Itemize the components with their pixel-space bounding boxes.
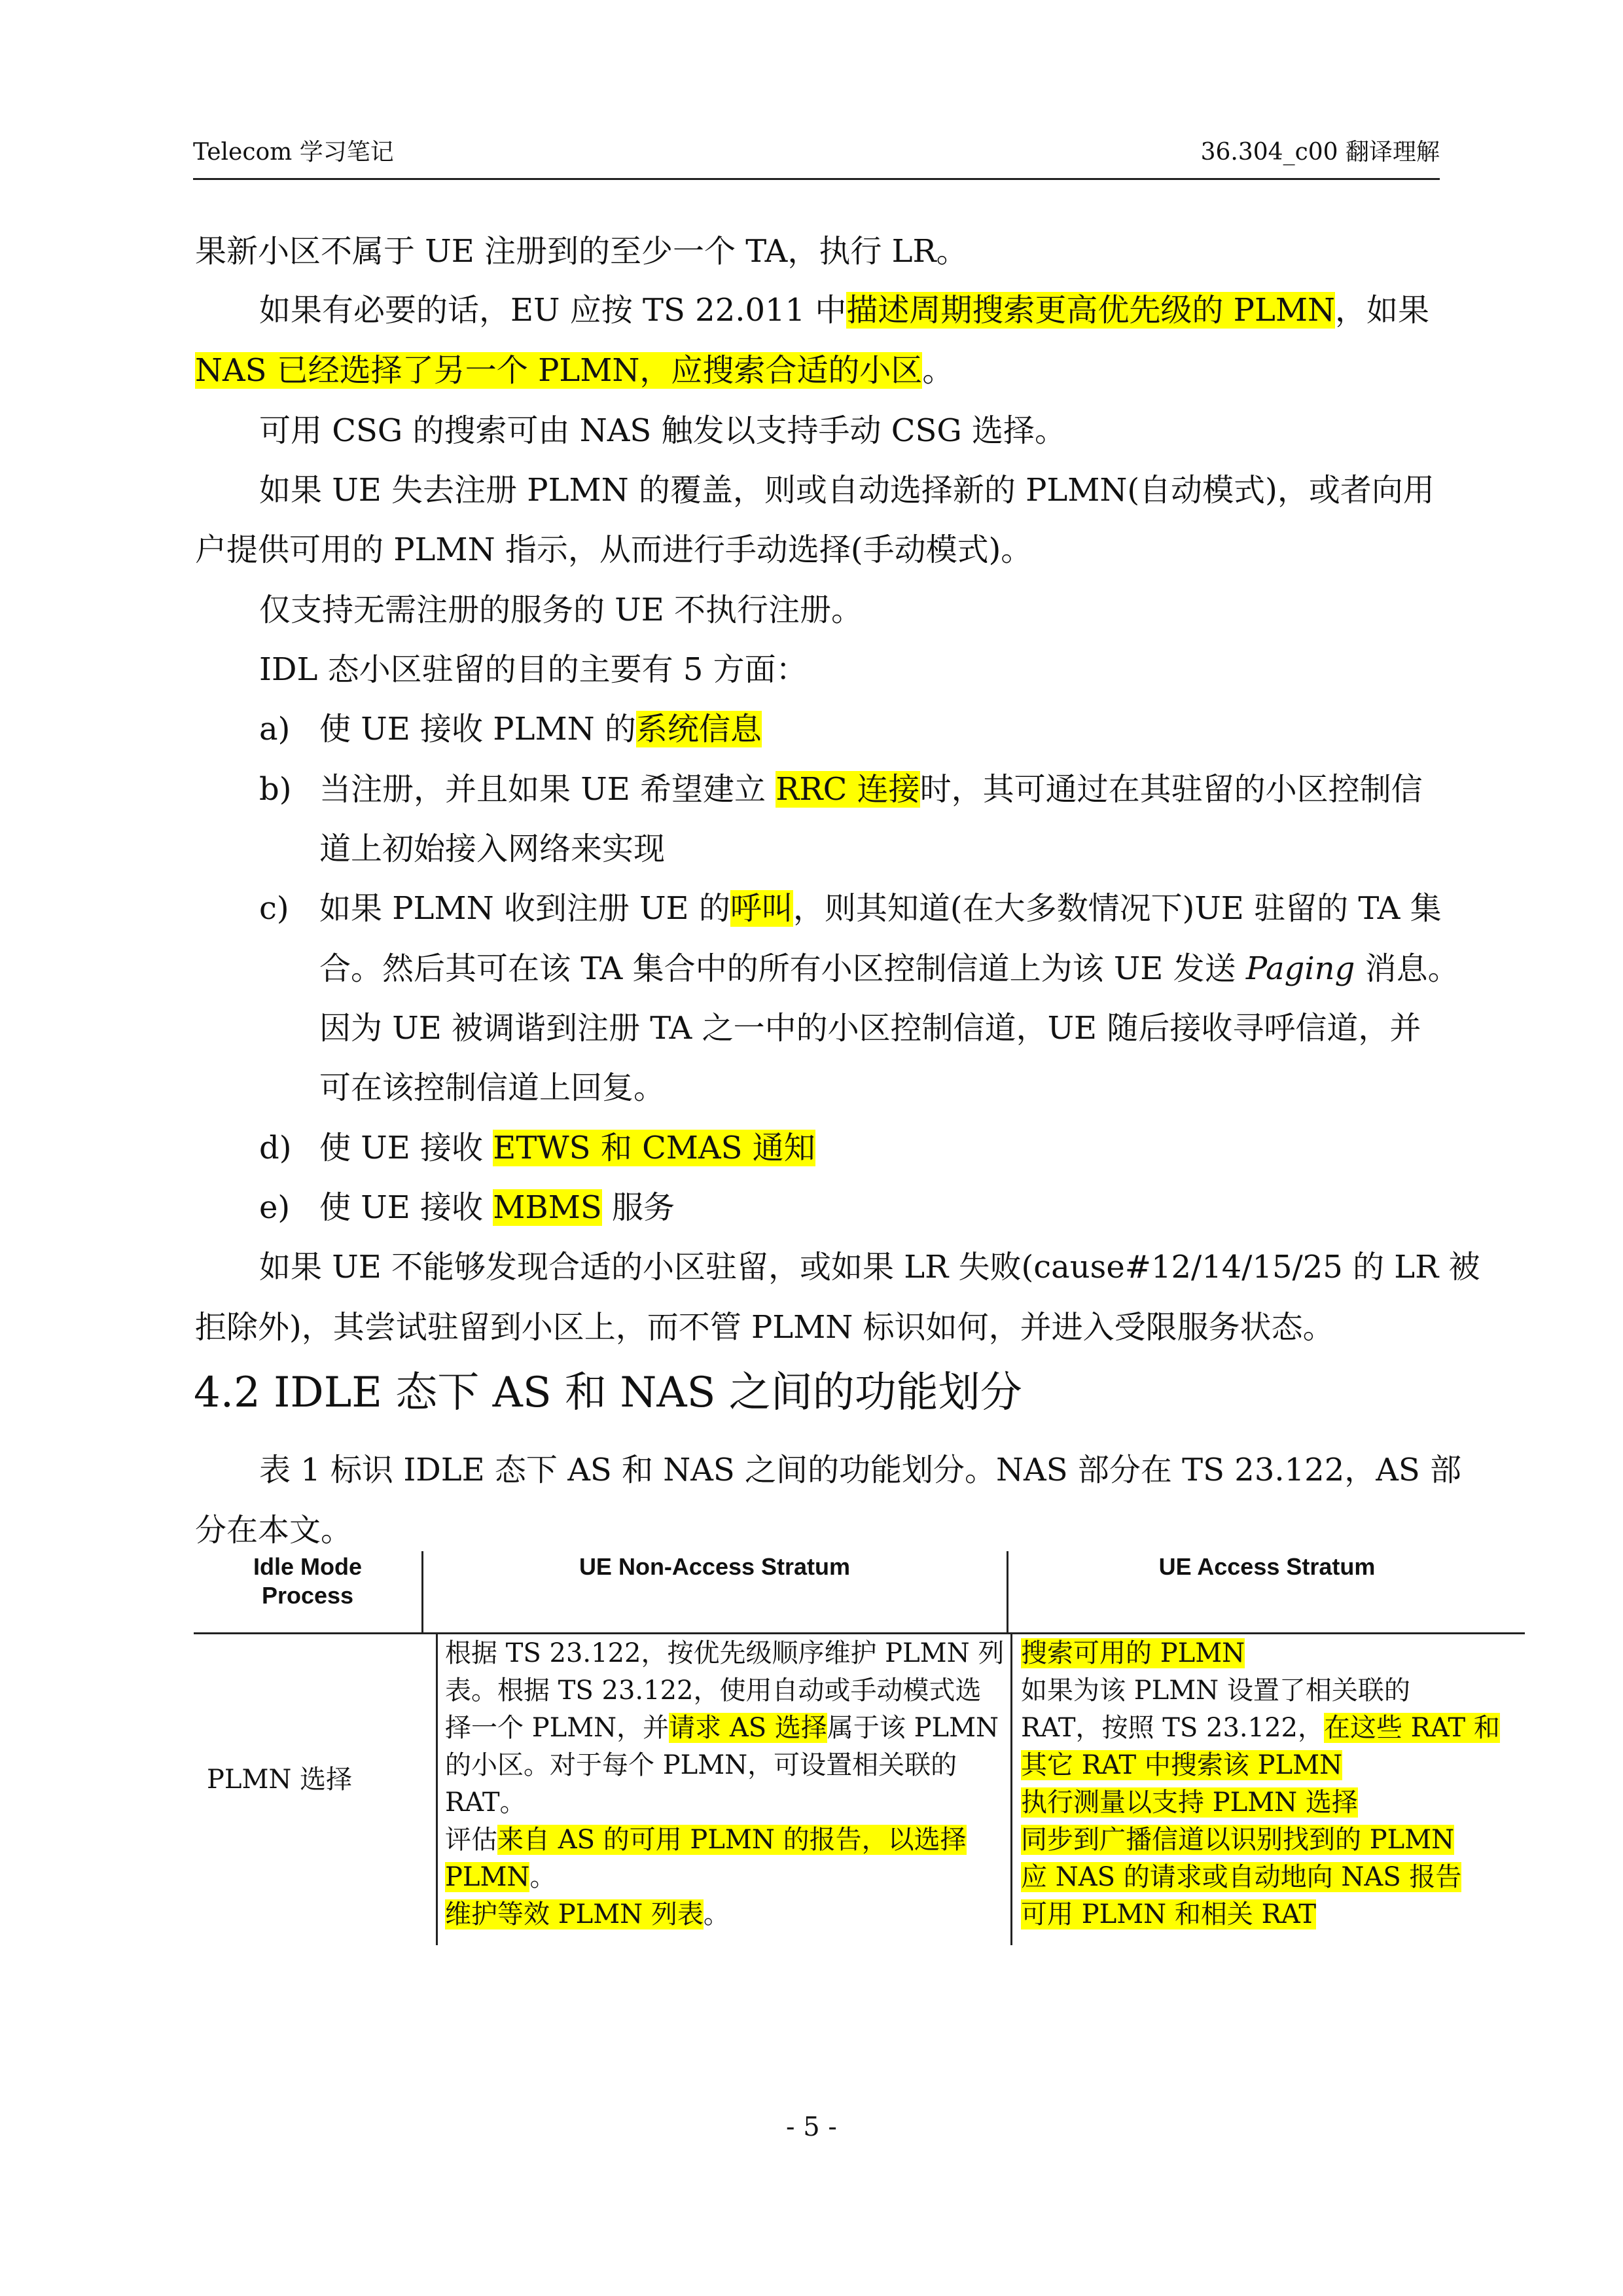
- table-cell-nas-line: PLMN。: [445, 1862, 556, 1892]
- list-label-c: c): [259, 890, 289, 927]
- paragraph-3: 可用 CSG 的搜索可由 NAS 触发以支持手动 CSG 选择。: [259, 412, 1067, 449]
- highlight: 来自 AS 的可用 PLMN 的报告，以选择: [497, 1825, 967, 1855]
- table-cell-as-line: [1021, 1635, 1245, 1672]
- highlight: 可用 PLMN 和相关 RAT: [1021, 1899, 1317, 1929]
- table-cell-as-line: 如果为该 PLMN 设置了相关联的: [1021, 1676, 1410, 1706]
- table-cell-nas-line: 的小区。对于每个 PLMN，可设置相关联的: [445, 1750, 957, 1780]
- list-item-c-line-1: 如果 PLMN 收到注册 UE 的呼叫，则其知道(在大多数情况下)UE 驻留的 TA 集: [319, 890, 1442, 927]
- table-cell-nas-line: 维护等效 PLMN 列表。: [445, 1899, 730, 1929]
- paragraph-6: IDL 态小区驻留的目的主要有 5 方面：: [259, 651, 808, 688]
- paragraph-4-line-2: 户提供可用的 PLMN 指示，从而进行手动选择(手动模式)。: [195, 531, 1033, 568]
- section-intro-line-1: 表 1 标识 IDLE 态下 AS 和 NAS 之间的功能划分。NAS 部分在 TS 23.122，AS 部: [259, 1452, 1462, 1488]
- table-cell-as-line: RAT，按照 TS 23.122，在这些 RAT 和: [1021, 1713, 1500, 1743]
- table-header-as: UE Access Stratum: [1158, 1553, 1376, 1580]
- list-item-d: 使 UE 接收 ETWS 和 CMAS 通知: [319, 1130, 815, 1166]
- highlight: 应 NAS 的请求或自动地向 NAS 报告: [1021, 1862, 1462, 1892]
- list-item-e: 使 UE 接收 MBMS 服务: [319, 1189, 675, 1226]
- highlight: PLMN: [445, 1862, 530, 1892]
- table-cell-as-line: [1021, 1821, 1454, 1859]
- list-label-a: a): [259, 711, 291, 747]
- table-cell-as-line: [1021, 1784, 1358, 1821]
- page-number: - 5 -: [786, 2112, 837, 2142]
- table-cell-process: PLMN 选择: [207, 1765, 353, 1795]
- table-cell-nas-line: 表。根据 TS 23.122，使用自动或手动模式选: [445, 1676, 982, 1706]
- list-item-c-line-4: 可在该控制信道上回复。: [319, 1069, 666, 1106]
- list-item-b-line-1: 当注册，并且如果 UE 希望建立 RRC 连接时，其可通过在其驻留的小区控制信: [319, 771, 1423, 808]
- highlight: 系统信息: [635, 711, 762, 747]
- highlight: 搜索可用的 PLMN: [1021, 1638, 1245, 1668]
- highlight: 描述周期搜索更高优先级的 PLMN: [846, 292, 1335, 329]
- table-cell-as-line: [1021, 1859, 1461, 1896]
- table-cell-nas-line: RAT。: [445, 1787, 526, 1818]
- highlight: 在这些 RAT 和: [1323, 1713, 1500, 1743]
- header-rule: [193, 178, 1440, 180]
- list-item-b-line-2: 道上初始接入网络来实现: [319, 831, 666, 867]
- paragraph-5: 仅支持无需注册的服务的 UE 不执行注册。: [259, 592, 863, 628]
- list-item-c-line-3: 因为 UE 被调谐到注册 TA 之一中的小区控制信道，UE 随后接收寻呼信道，并: [319, 1010, 1421, 1047]
- table-header-nas: UE Non-Access Stratum: [579, 1553, 851, 1580]
- table-divider: [1007, 1551, 1008, 1632]
- list-label-d: d): [259, 1130, 292, 1166]
- highlight: 同步到广播信道以识别找到的 PLMN: [1021, 1825, 1455, 1855]
- list-item-a: 使 UE 接收 PLMN 的系统信息: [319, 711, 762, 747]
- section-intro-line-2: 分在本文。: [195, 1512, 353, 1549]
- paragraph-7-line-1: 如果 UE 不能够发现合适的小区驻留，或如果 LR 失败(cause#12/14/15/25 的 LR 被: [259, 1249, 1480, 1285]
- table-header-process: Idle Mode Process: [253, 1553, 362, 1609]
- highlight: 执行测量以支持 PLMN 选择: [1021, 1787, 1358, 1818]
- table-header-rule: [194, 1632, 1525, 1634]
- table-divider: [421, 1551, 423, 1632]
- highlight: 其它 RAT 中搜索该 PLMN: [1021, 1750, 1343, 1780]
- paragraph-1: 果新小区不属于 UE 注册到的至少一个 TA，执行 LR。: [195, 233, 968, 270]
- highlight: 请求 AS 选择: [669, 1713, 827, 1743]
- highlight: MBMS: [493, 1189, 602, 1226]
- highlight: 呼叫: [730, 890, 793, 927]
- table-divider: [436, 1634, 438, 1945]
- highlight: NAS 已经选择了另一个 PLMN，应搜索合适的小区: [195, 352, 923, 389]
- table-cell-nas-line: 根据 TS 23.122，按优先级顺序维护 PLMN 列: [445, 1638, 1005, 1668]
- paragraph-2-line-1: 如果有必要的话，EU 应按 TS 22.011 中描述周期搜索更高优先级的 PLMN，如果: [259, 292, 1429, 329]
- header-doc-id: 36.304_c00 翻译理解: [1200, 139, 1440, 166]
- highlight: RRC 连接: [776, 771, 920, 808]
- paragraph-4-line-1: 如果 UE 失去注册 PLMN 的覆盖，则或自动选择新的 PLMN(自动模式)，或者向用: [259, 472, 1435, 509]
- list-label-e: e): [259, 1189, 291, 1226]
- table-cell-nas-line: 评估来自 AS 的可用 PLMN 的报告，以选择: [445, 1825, 967, 1855]
- table-cell-as-line: [1021, 1896, 1316, 1933]
- paragraph-7-line-2: 拒除外)，其尝试驻留到小区上，而不管 PLMN 标识如何，并进入受限服务状态。: [195, 1309, 1334, 1346]
- table-divider: [1010, 1634, 1012, 1945]
- section-heading: 4.2 IDLE 态下 AS 和 NAS 之间的功能划分: [194, 1369, 1022, 1417]
- list-item-c-line-2: 合。然后其可在该 TA 集合中的所有小区控制信道上为该 UE 发送 Paging 消息。: [319, 950, 1459, 987]
- list-label-b: b): [259, 771, 292, 808]
- highlight: 维护等效 PLMN 列表: [445, 1899, 704, 1929]
- paragraph-2-line-2: NAS 已经选择了另一个 PLMN，应搜索合适的小区。: [195, 352, 954, 389]
- table-cell-nas-line: 择一个 PLMN，并请求 AS 选择属于该 PLMN: [445, 1713, 999, 1743]
- table-cell-as-line: [1021, 1747, 1342, 1784]
- header-title: Telecom 学习笔记: [193, 139, 394, 166]
- highlight: ETWS 和 CMAS 通知: [493, 1130, 815, 1166]
